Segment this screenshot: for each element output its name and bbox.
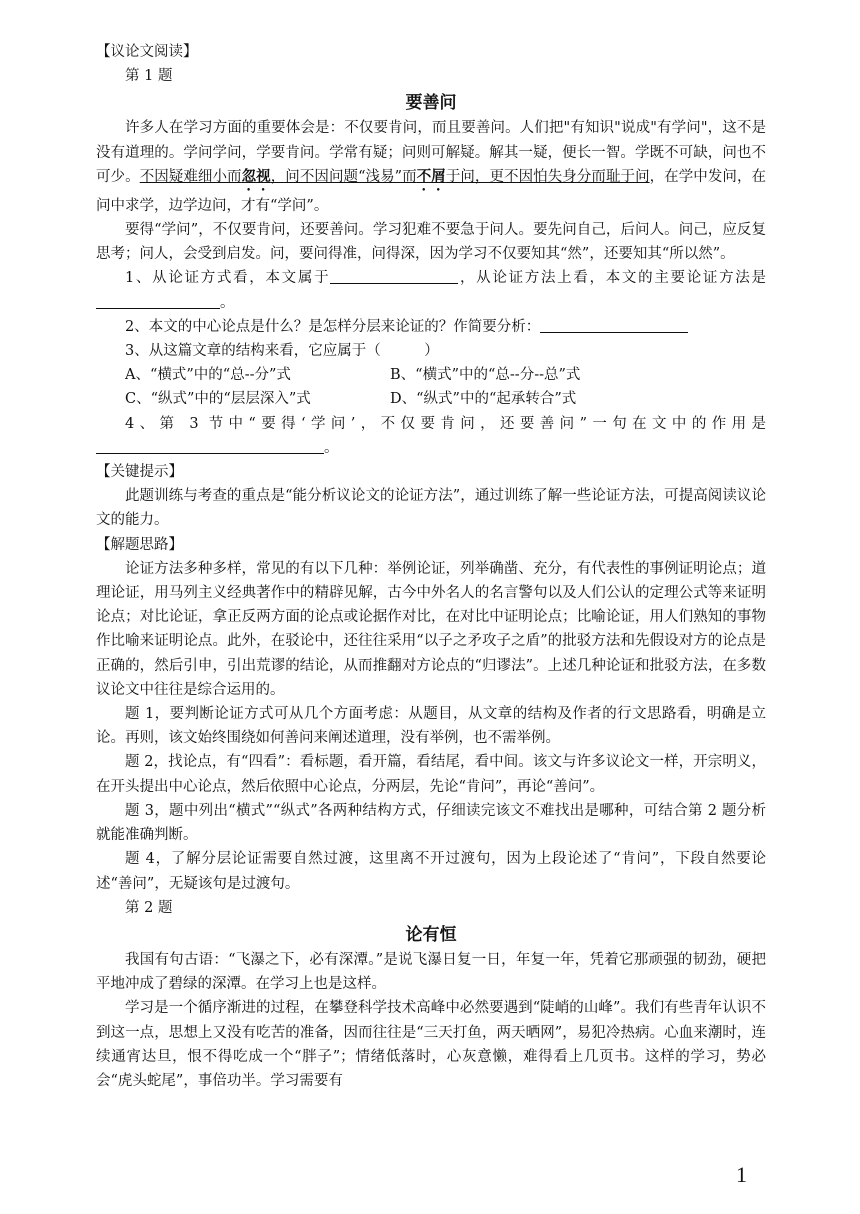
solution-paragraph-4: 题 3，题中列出“横式”“纵式”各两种结构方式，仔细读完该文不难找出是哪种，可结合第 2 题分析就能准确判断。: [96, 802, 766, 844]
question-4-text: 4、第 3 节中“要得‘学问’，不仅要肯问，还要善问”一句在文中的作用是: [125, 415, 766, 432]
emphasized-word-ignore: 忽视: [241, 167, 271, 185]
answer-blank-4[interactable]: [96, 437, 324, 454]
hint-header: 【关键提示】: [96, 464, 183, 481]
underlined-part-3: 于问，更不因怕失身分而耻于问: [445, 168, 650, 185]
article-2-paragraph-1: 我国有句古语：“飞瀑之下，必有深潭。”是说飞瀑日复一日，年复一年，凭着它那顽强的韧劲，硬把平地冲成了碧绿的深潭。在学习上也是这样。: [96, 951, 766, 993]
article-1-title: 要善问: [405, 93, 457, 114]
question-1-text-c: 。: [220, 294, 235, 311]
document-page: [96, 40, 766, 1093]
question-4-end: 。: [324, 439, 339, 456]
solution-paragraph-1: 论证方法多种多样，常见的有以下几种：举例论证，列举确凿、充分，有代表性的事例证明论点；道理论证，用马列主义经典著作中的精辟见解，古今中外名人的名言警句以及人们公认的定理公式等来证明论点；对比论证，拿正反两方面的论点或论据作对比，在对比中证明论点；比喻论证，用人们熟知的事物作比喻来证明论点。此外，在驳论中，还往往采用“以子之矛攻子之盾”的批驳方法和先假设对方的论点是正确的，然后引申，引出荒谬的结论，从而推翻对方论点的“归谬法”。上述几种论证和批驳方法，在多数议论文中往往是综合运用的。: [96, 560, 766, 698]
question-1-text-a: 1、从论证方式看，本文属于: [125, 270, 331, 287]
option-c[interactable]: C、“纵式”中的“层层深入”式: [125, 391, 311, 408]
solution-paragraph-5: 题 4，了解分层论证需要自然过渡，这里离不开过渡句，因为上段论述了“肯问”，下段自然要论述“善问”，无疑该句是过渡句。: [96, 851, 766, 892]
solution-paragraph-2: 题 1，要判断论证方式可从几个方面考虑：从题目，从文章的结构及作者的行文思路看，明确是立论。再则，该文始终围绕如何善问来阐述道理，没有举例，也不需举例。: [96, 706, 766, 747]
emphasized-word-disdain: 不屑: [416, 167, 446, 185]
hint-text: 此题训练与考查的重点是“能分析议论文的论证方法”，通过训练了解一些论证方法，可提高阅读议论文的能力。: [96, 488, 766, 529]
question-3: 3、从这篇文章的结构来看，它应属于（ ）: [125, 343, 439, 360]
option-d[interactable]: D、“纵式”中的“起承转合”式: [390, 391, 577, 408]
options-row-ab: [96, 363, 766, 387]
option-a[interactable]: A、“横式”中的“总--分”式: [125, 367, 291, 384]
article-1-paragraph-1: [96, 116, 766, 218]
answer-blank-1[interactable]: [330, 267, 458, 284]
question-2-label: 第 2 题: [125, 899, 173, 916]
underlined-part-2: ，问不因问题“浅易”而: [270, 168, 417, 185]
options-row-cd: [96, 387, 766, 411]
option-b[interactable]: B、“横式”中的“总--分--总”式: [390, 367, 581, 384]
question-1: [96, 266, 766, 314]
solution-header: 【解题思路】: [96, 536, 183, 553]
question-2: [96, 315, 766, 339]
answer-blank-3[interactable]: [540, 316, 688, 333]
article-1-p1-tail: ，在学中发问，在问中求学，边学边问，才有“学问”。: [96, 168, 767, 214]
article-1-paragraph-2: 要得“学问”，不仅要肯问，还要善问。学习犯难不要急于问人。要先问自己，后问人。问己，应反复思考；问人，会受到启发。问，要问得准，问得深，因为学习不仅要知其“然”，还要知其“所以然”。: [96, 222, 766, 263]
article-1-p1-text: 许多人在学习方面的重要体会是：不仅要肯问，而且要善问。人们把"有知识"说成"有学问"，这不是没有道理的。学问学问，学要肯问。学常有疑；问则可解疑。解其一疑，便长一智。学既不可缺，问也不可少。: [96, 120, 766, 185]
question-4: [96, 412, 766, 460]
underlined-part-1: 不因疑难细小而: [139, 168, 242, 185]
question-1-text-b: ，从论证方法上看，本文的主要论证方法是: [458, 270, 766, 287]
article-2-title: 论有恒: [405, 924, 457, 945]
question-1-label: 第 1 题: [125, 68, 173, 85]
page-number: 1: [736, 1162, 747, 1187]
solution-paragraph-3: 题 2，找论点，有“四看”：看标题，看开篇，看结尾，看中间。该文与许多议论文一样，开宗明义，在开头提出中心论点，然后依照中心论点，分两层，先论“肯问”，再论“善问”。: [96, 754, 766, 795]
answer-blank-2[interactable]: [96, 292, 220, 309]
section-header: 【议论文阅读】: [96, 44, 198, 60]
article-2-paragraph-2: 学习是一个循序渐进的过程，在攀登科学技术高峰中必然要遇到“陡峭的山峰”。我们有些青年认识不到这一点，思想上又没有吃苦的准备，因而往往是“三天打鱼，两天晒网”，易犯冷热病。心血来潮时，连续通宵达旦，恨不得吃成一个“胖子”；情绪低落时，心灰意懒，难得看上几页书。这样的学习，势必会“虎头蛇尾”，事倍功半。学习需要有: [96, 1000, 766, 1089]
question-2-text: 2、本文的中心论点是什么？是怎样分层来论证的？作简要分析：: [125, 318, 541, 335]
underlined-sentence: [140, 169, 650, 185]
